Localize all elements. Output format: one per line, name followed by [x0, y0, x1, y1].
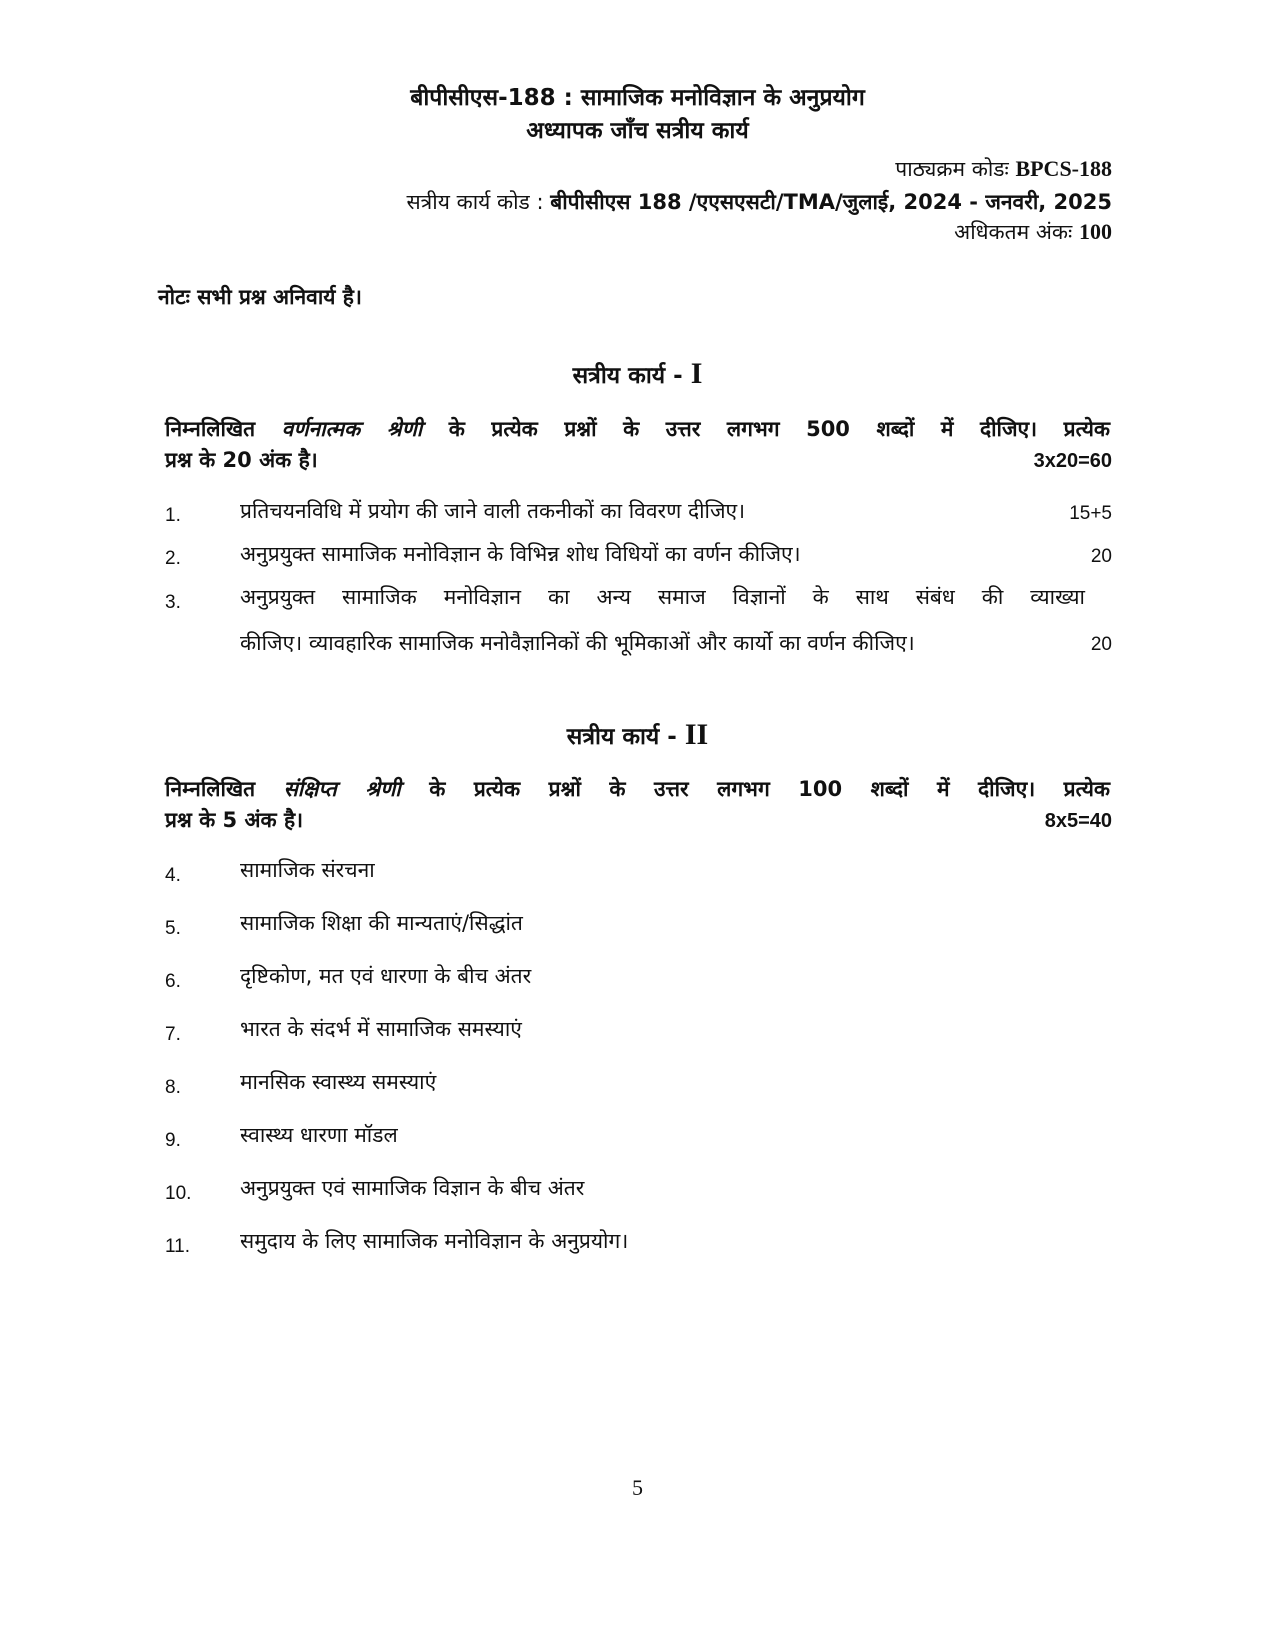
section-1-total: 3x20=60 [1033, 450, 1112, 472]
assignment-code-line [406, 188, 1112, 216]
course-code-line [895, 155, 1112, 183]
question-number: 5. [165, 918, 181, 939]
section-1-instr-pre: निम्नलिखित [165, 417, 256, 441]
question-text: सामाजिक संरचना [240, 858, 375, 882]
question-number: 6. [165, 971, 181, 992]
section-2-instr-post: के प्रत्येक प्रश्नों के उत्तर लगभग 100 शब्दों में दीजिए। प्रत्येक [429, 777, 1111, 801]
max-marks-value: 100 [1079, 219, 1112, 244]
question-number: 9. [165, 1130, 181, 1151]
question-number: 7. [165, 1024, 181, 1045]
question-text: प्रतिचयनविधि में प्रयोग की जाने वाली तकनीकों का विवरण दीजिए। [240, 499, 746, 523]
section-2-heading [0, 718, 1275, 752]
section-2-instr-pre: निम्नलिखित [165, 777, 256, 801]
question-text: अनुप्रयुक्त सामाजिक मनोविज्ञान का अन्य समाज विज्ञानों के साथ संबंध की व्याख्या [240, 585, 1085, 609]
question-text: समुदाय के लिए सामाजिक मनोविज्ञान के अनुप्रयोग। [240, 1229, 629, 1253]
question-number: 1. [165, 505, 181, 526]
question-number: 11. [165, 1236, 191, 1257]
section-2-total: 8x5=40 [1044, 810, 1112, 832]
page-title: बीपीसीएस-188 : सामाजिक मनोविज्ञान के अनुप्रयोग [410, 85, 865, 111]
question-text: अनुप्रयुक्त एवं सामाजिक विज्ञान के बीच अंतर [240, 1176, 585, 1200]
section-1-heading [0, 357, 1275, 391]
section-1-instruction-line2: प्रश्न के 20 अंक है। [165, 448, 318, 472]
question-text: सामाजिक शिक्षा की मान्यताएं/सिद्धांत [240, 911, 523, 935]
note: नोटः सभी प्रश्न अनिवार्य है। [158, 285, 362, 309]
question-text: मानसिक स्वास्थ्य समस्याएं [240, 1070, 437, 1094]
question-text: भारत के संदर्भ में सामाजिक समस्याएं [240, 1017, 522, 1041]
question-number: 2. [165, 548, 181, 569]
section-2-roman: II [684, 718, 709, 751]
section-2-instruction [165, 775, 1110, 803]
question-number: 3. [165, 592, 181, 613]
question-text: स्वास्थ्य धारणा मॉडल [240, 1123, 398, 1147]
max-marks-label: अधिकतम अंकः [954, 220, 1073, 244]
section-1-heading-text: सत्रीय कार्य - [572, 363, 683, 389]
question-marks: 20 [1090, 634, 1112, 655]
question-text-line2: कीजिए। व्यावहारिक सामाजिक मनोवैज्ञानिकों की भूमिकाओं और कार्यो का वर्णन कीजिए। [240, 631, 915, 655]
course-code-label: पाठ्यक्रम कोडः [895, 157, 1009, 181]
question-marks: 20 [1090, 546, 1112, 567]
assignment-code-value: बीपीसीएस 188 /एएसएसटी/TMA/जुलाई, 2024 - जनवरी, 2025 [550, 190, 1112, 214]
section-1-instruction [165, 415, 1110, 443]
section-2-heading-text: सत्रीय कार्य - [566, 724, 677, 750]
question-number: 8. [165, 1077, 181, 1098]
page-subtitle: अध्यापक जाँच सत्रीय कार्य [526, 118, 749, 144]
question-number: 4. [165, 865, 181, 886]
page-number: 5 [632, 1475, 643, 1500]
question-marks: 15+5 [1069, 503, 1112, 524]
section-1-roman: I [690, 357, 703, 390]
assignment-code-label: सत्रीय कार्य कोड : [406, 190, 544, 214]
section-2-instr-italic: संक्षिप्त श्रेणी [283, 777, 401, 801]
question-number: 10. [165, 1183, 192, 1204]
section-1-instr-italic: वर्णनात्मक श्रेणी [281, 417, 423, 441]
question-text: दृष्टिकोण, मत एवं धारणा के बीच अंतर [240, 964, 532, 988]
section-1-instr-post: के प्रत्येक प्रश्नों के उत्तर लगभग 500 शब्दों में दीजिए। प्रत्येक [448, 417, 1111, 441]
course-code-value: BPCS-188 [1015, 156, 1112, 181]
max-marks-line [954, 218, 1112, 246]
question-text: अनुप्रयुक्त सामाजिक मनोविज्ञान के विभिन्न शोध विधियों का वर्णन कीजिए। [240, 542, 801, 566]
section-2-instruction-line2: प्रश्न के 5 अंक है। [165, 808, 304, 832]
